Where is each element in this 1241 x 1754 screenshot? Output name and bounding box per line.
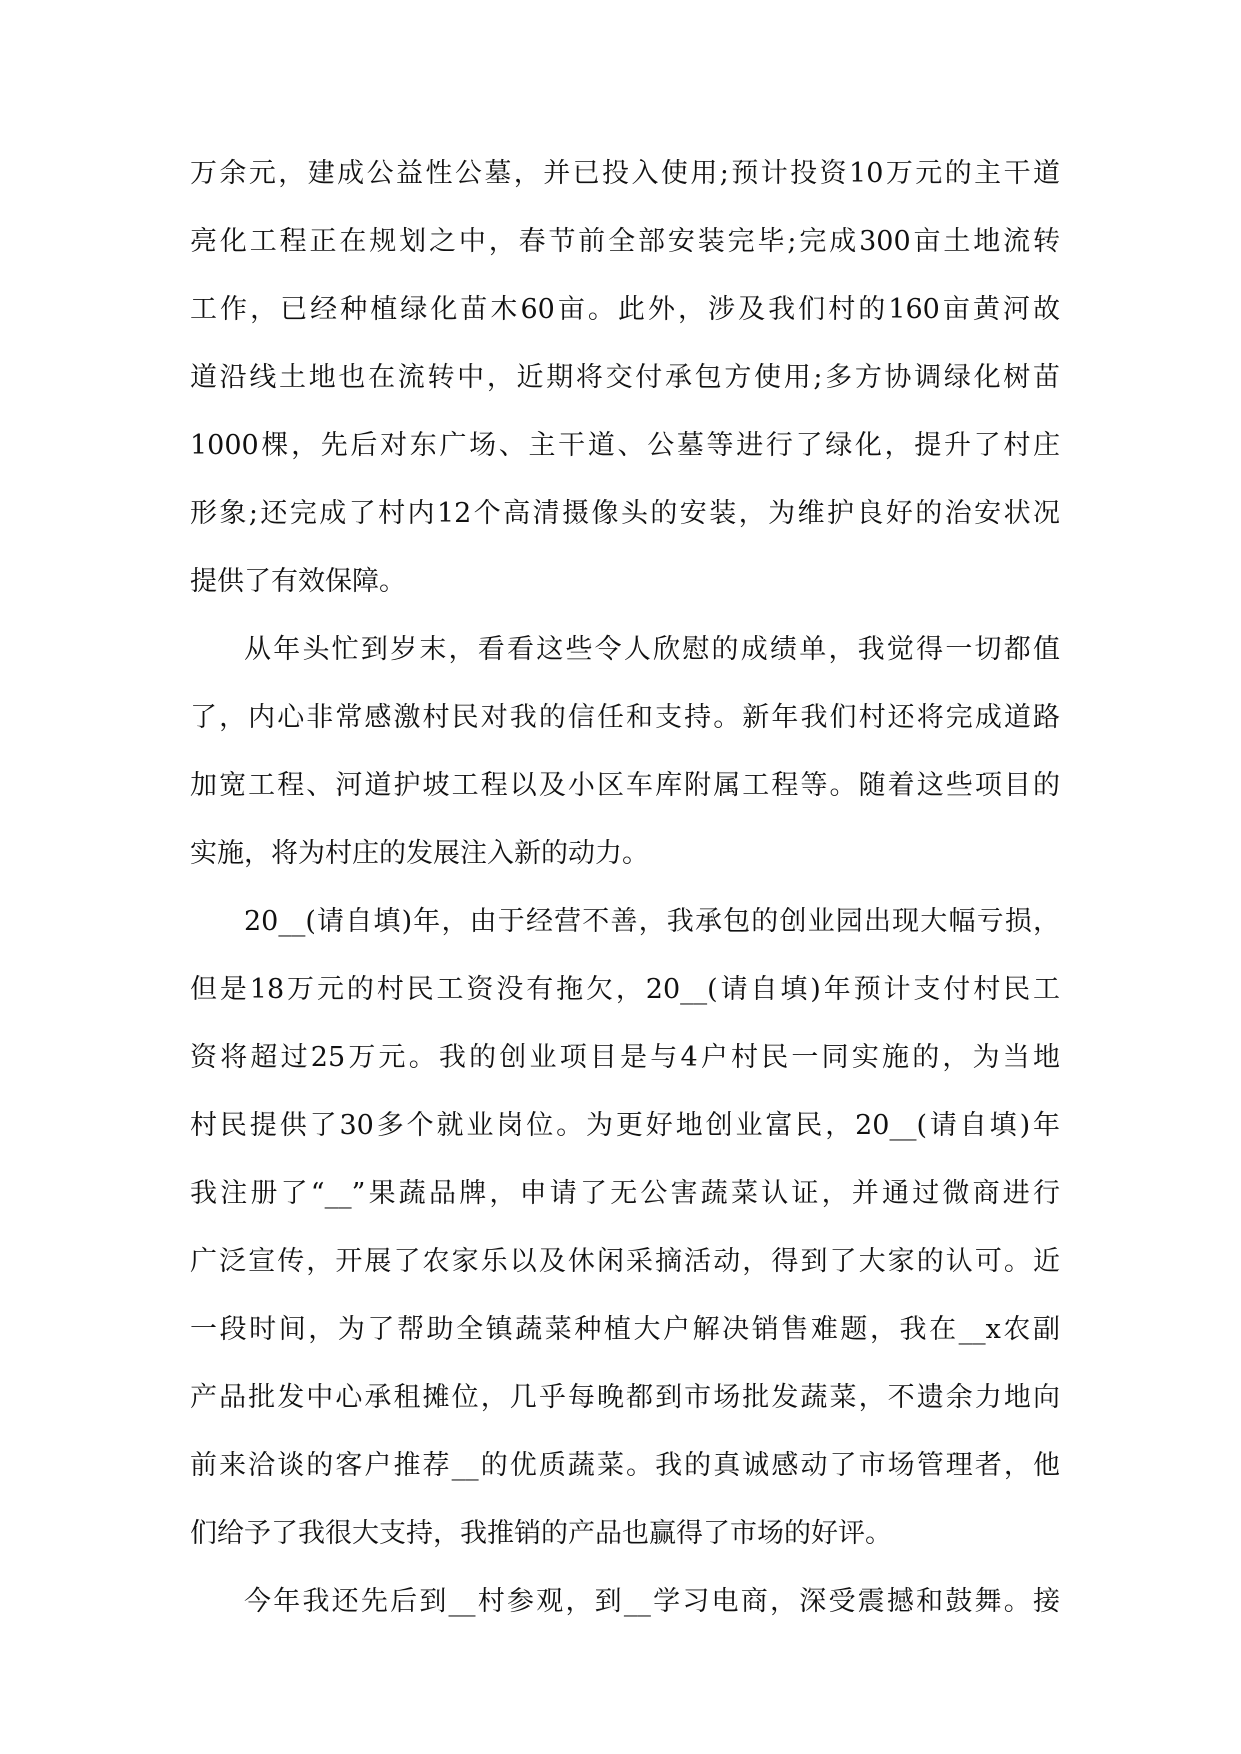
document-body (190, 156, 1060, 1652)
paragraph-line: 工作，已经种植绿化苗木60亩。此外，涉及我们村的160亩黄河故 (190, 294, 1060, 325)
paragraph-line: 道沿线土地也在流转中，近期将交付承包方使用;多方协调绿化树苗 (190, 362, 1060, 393)
paragraph-line: 产品批发中心承租摊位，几乎每晚都到市场批发蔬菜，不遗余力地向 (190, 1382, 1060, 1413)
paragraph-line: 了，内心非常感激村民对我的信任和支持。新年我们村还将完成道路 (190, 702, 1060, 733)
paragraph-line: 加宽工程、河道护坡工程以及小区车库附属工程等。随着这些项目的 (190, 770, 1060, 801)
paragraph-line: 广泛宣传，开展了农家乐以及休闲采摘活动，得到了大家的认可。近 (190, 1246, 1060, 1277)
paragraph-line: 前来洽谈的客户推荐__的优质蔬菜。我的真诚感动了市场管理者，他 (190, 1450, 1060, 1481)
paragraph-line: 们给予了我很大支持，我推销的产品也赢得了市场的好评。 (190, 1518, 892, 1549)
paragraph-line: 一段时间，为了帮助全镇蔬菜种植大户解决销售难题，我在__x农副 (190, 1314, 1060, 1345)
paragraph-line: 资将超过25万元。我的创业项目是与4户村民一同实施的，为当地 (190, 1042, 1060, 1073)
paragraph-line: 今年我还先后到__村参观，到__学习电商，深受震撼和鼓舞。接 (244, 1586, 1060, 1617)
paragraph-line: 20__(请自填)年，由于经营不善，我承包的创业园出现大幅亏损， (244, 906, 1060, 937)
paragraph-line: 但是18万元的村民工资没有拖欠，20__(请自填)年预计支付村民工 (190, 974, 1060, 1005)
paragraph-line: 从年头忙到岁末，看看这些令人欣慰的成绩单，我觉得一切都值 (244, 634, 1060, 665)
paragraph-line: 形象;还完成了村内12个高清摄像头的安装，为维护良好的治安状况 (190, 498, 1060, 529)
paragraph-line: 村民提供了30多个就业岗位。为更好地创业富民，20__(请自填)年 (190, 1110, 1060, 1141)
paragraph-line: 1000棵，先后对东广场、主干道、公墓等进行了绿化，提升了村庄 (190, 430, 1060, 461)
paragraph-line: 我注册了“__”果蔬品牌，申请了无公害蔬菜认证，并通过微商进行 (190, 1178, 1060, 1209)
paragraph-line: 亮化工程正在规划之中，春节前全部安装完毕;完成300亩土地流转 (190, 226, 1060, 257)
paragraph-line: 实施，将为村庄的发展注入新的动力。 (190, 838, 649, 869)
paragraph-line: 提供了有效保障。 (190, 566, 406, 597)
paragraph-line: 万余元，建成公益性公墓，并已投入使用;预计投资10万元的主干道 (190, 158, 1060, 189)
